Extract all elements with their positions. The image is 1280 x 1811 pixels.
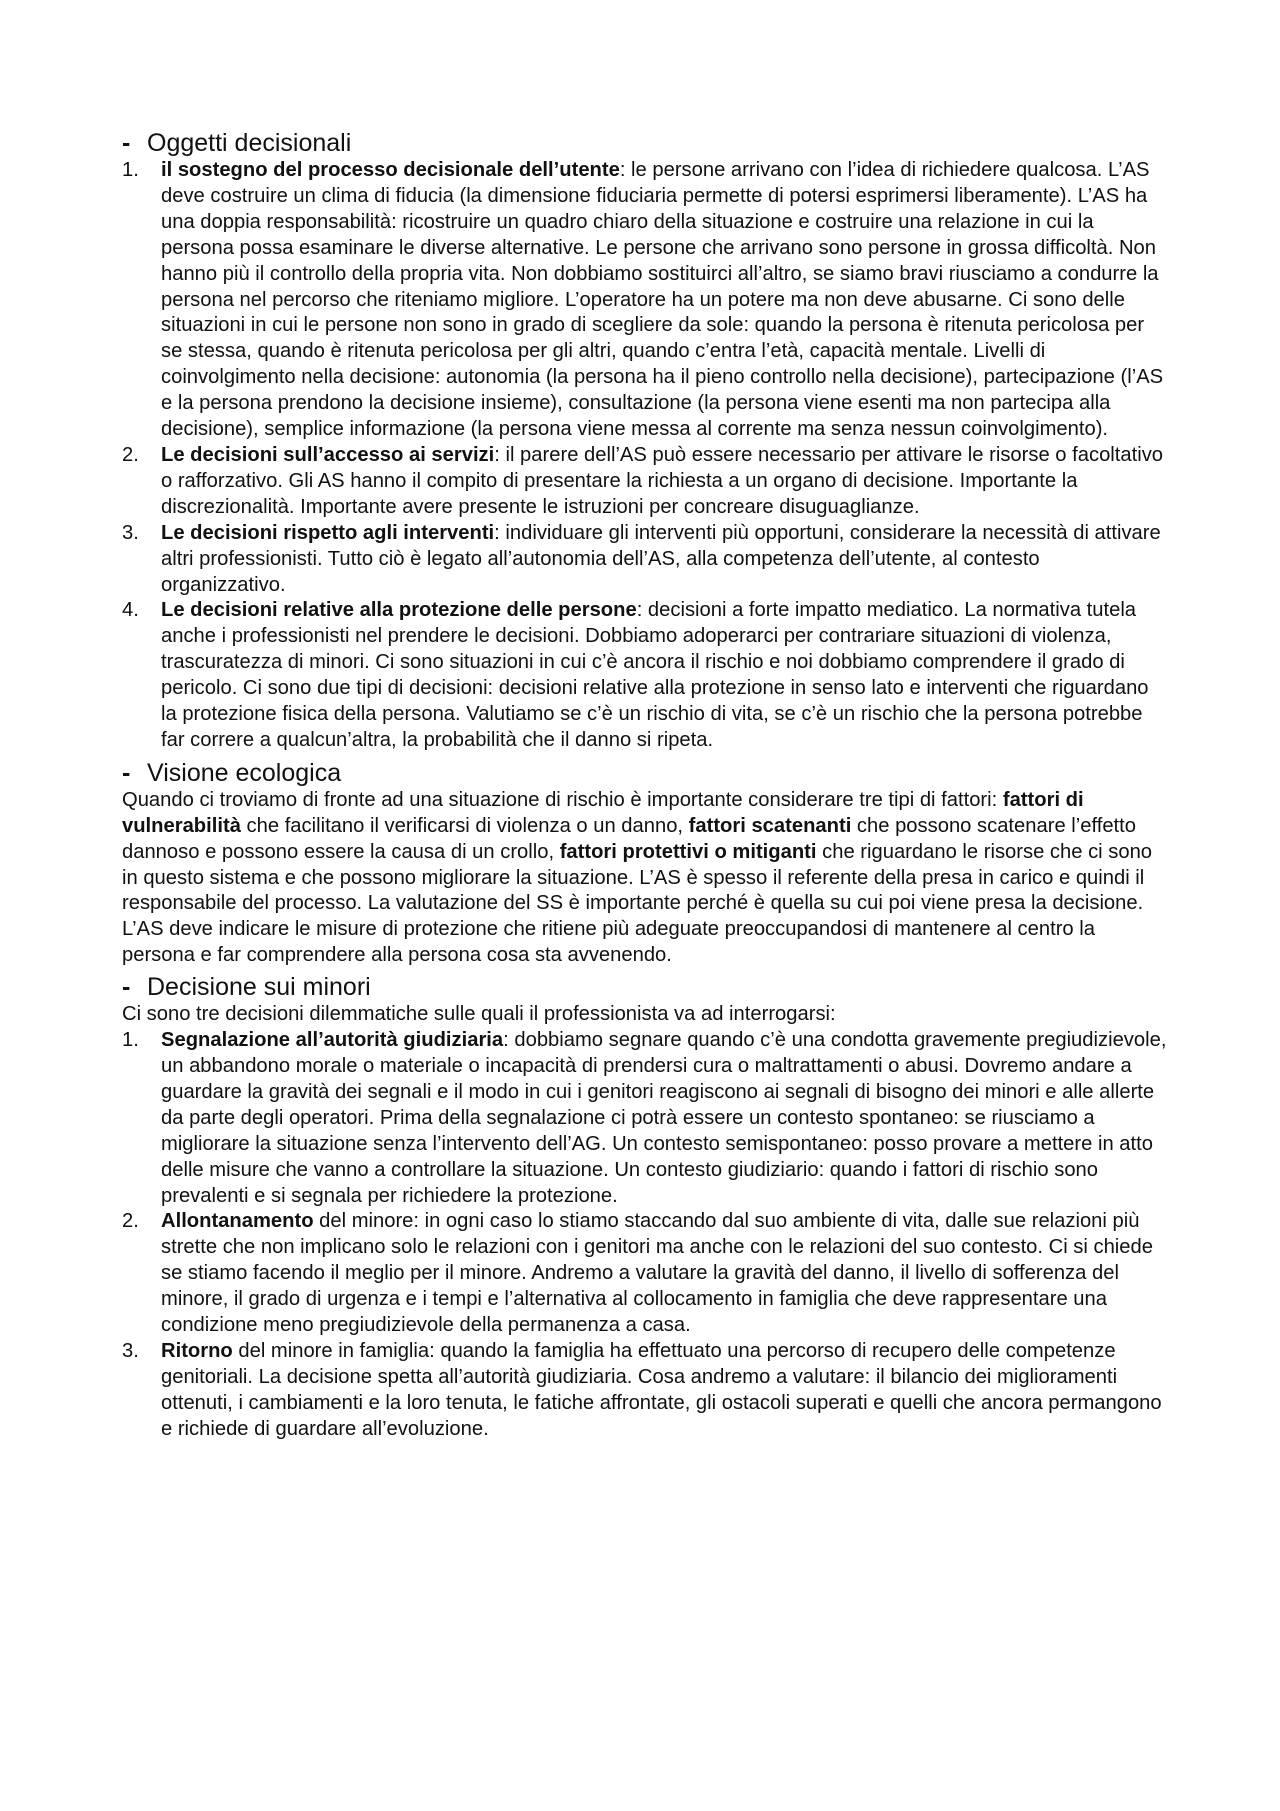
- para-text: Quando ci troviamo di fronte ad una situazione di rischio è importante considerare tre tipi di fattori:: [122, 788, 1003, 811]
- section-heading: [122, 128, 1167, 158]
- list-item: [122, 1209, 1167, 1339]
- ecology-paragraph: [122, 788, 1167, 969]
- list-item: [122, 443, 1167, 521]
- item-text: [161, 443, 1167, 521]
- para-text: che riguardano le risorse che ci sono in questo sistema e che possono migliorare la situazione. L’AS è spesso il referente della presa in carico e quindi il responsabile del processo. La valutazione del SS è importante perché è quella su cui poi viene presa la decisione. L’AS deve indicare le misure di protezione che ritiene più adeguate preoccupandosi di mantenere al centro la persona e far comprendere alla persona cosa sta avvenendo.: [122, 840, 1153, 967]
- heading-text: Oggetti decisionali: [147, 129, 352, 157]
- minors-intro: Ci sono tre decisioni dilemmatiche sulle quali il professionista va ad interrogarsi:: [122, 1003, 836, 1026]
- document-page: [122, 128, 1167, 1443]
- dash-bullet: -: [122, 973, 131, 1002]
- heading-text: Visione ecologica: [147, 758, 342, 787]
- item-body: : il parere dell’AS può essere necessario per attivare le risorse o facoltativo o rafforzativo. Gli AS hanno il compito di presentare la richiesta a un organo di decisione. Importante la discrezionalità. Importante avere presente le istruzioni per concreare disuguaglianze.: [161, 443, 1164, 518]
- item-number: 3.: [122, 1339, 139, 1362]
- para-bold: fattori protettivi o mitiganti: [559, 840, 817, 863]
- item-text: [161, 1339, 1167, 1443]
- minors-decisions-list: [122, 1028, 1167, 1443]
- item-bold: Le decisioni rispetto agli interventi: [161, 521, 495, 544]
- section-heading: [122, 972, 1167, 1002]
- dash-bullet: -: [122, 758, 131, 787]
- para-text: che facilitano il verificarsi di violenza o un danno,: [240, 814, 689, 837]
- heading-text: Decisione sui minori: [147, 973, 371, 1002]
- item-text: [161, 521, 1167, 599]
- item-number: 3.: [122, 521, 139, 544]
- para-bold: fattori scatenanti: [688, 814, 852, 837]
- item-body: : le persone arrivano con l’idea di richiedere qualcosa. L’AS deve costruire un clima di fiducia (la dimensione fiduciaria permette di potersi esprimersi liberamente). L’AS ha una doppia responsabilità: ricostruire un quadro chiaro della situazione e costruire una relazione in cui la persona possa esaminare le diverse alternative. Le persone che arrivano sono persone in grossa difficoltà. Non hanno più il controllo della propria vita. Non dobbiamo sostituirci all’altro, se siamo bravi riusciamo a condurre la persona nel percorso che riteniamo migliore. L’operatore ha un potere ma non deve abusarne. Ci sono delle situazioni in cui le persone non sono in grado di scegliere da sole: quando la persona è ritenuta pericolosa per se stessa, quando è ritenuta pericolosa per gli altri, quando c’entra l’età, capacità mentale. Livelli di coinvolgimento nella decisione: autonomia (la persona ha il pieno controllo nella decisione), partecipazione (l’AS e la persona prendono la decisione insieme), consultazione (la persona viene esenti ma non partecipa alla decisione), semplice informazione (la persona viene messa al corrente ma senza nessun coinvolgimento).: [161, 159, 1164, 441]
- para-text: che possono scatenare l’effetto dannoso e possono essere la causa di un crollo,: [122, 814, 1136, 863]
- list-item: [122, 158, 1167, 443]
- item-bold: Allontanamento: [161, 1210, 314, 1233]
- item-bold: Le decisioni sull’accesso ai servizi: [161, 443, 495, 466]
- item-number: 2.: [122, 443, 139, 466]
- para-bold: fattori di vulnerabilità: [122, 788, 1084, 837]
- item-body: del minore: in ogni caso lo stiamo staccando dal suo ambiente di vita, dalle sue relazioni più strette che non implicano solo le relazioni con i genitori ma anche con le relazioni del suo contesto. Ci si chiede se stiamo facendo il meglio per il minore. Andremo a valutare la gravità del danno, il livello di sofferenza del minore, il grado di urgenza e i tempi e l’alternativa al collocamento in famiglia che deve rappresentare una condizione meno pregiudizievole della permanenza a casa.: [161, 1210, 1153, 1337]
- item-bold: Ritorno: [161, 1339, 233, 1362]
- list-item: [122, 1339, 1167, 1443]
- item-number: 4.: [122, 599, 139, 622]
- list-item: [122, 521, 1167, 599]
- item-text: [161, 158, 1167, 443]
- item-number: 2.: [122, 1210, 139, 1233]
- item-text: [161, 1209, 1167, 1339]
- item-body: : decisioni a forte impatto mediatico. La normativa tutela anche i professionisti nel prendere le decisioni. Dobbiamo adoperarci per contrariare situazioni di violenza, trascuratezza di minori. Ci sono situazioni in cui c’è ancora il rischio e noi dobbiamo comprendere il grado di pericolo. Ci sono due tipi di decisioni: decisioni relative alla protezione in senso lato e interventi che riguardano la protezione fisica della persona. Valutiamo se c’è un rischio di vita, se c’è un rischio che la persona potrebbe far correre a qualcun’altra, la probabilità che il danno si ripeta.: [161, 599, 1149, 751]
- item-bold: Le decisioni relative alla protezione delle persone: [161, 599, 637, 622]
- section-heading: [122, 758, 1167, 788]
- decision-objects-list: [122, 158, 1167, 754]
- item-number: 1.: [122, 159, 139, 181]
- item-body: : dobbiamo segnare quando c’è una condotta gravemente pregiudizievole, un abbandono morale o materiale o incapacità di prendersi cura o maltrattamenti o abusi. Dovremo andare a guardare la gravità dei segnali e il modo in cui i genitori reagiscono ai segnali di bisogno dei minori e alle allerte da parte degli operatori. Prima della segnalazione ci potrà essere un contesto spontaneo: se riusciamo a migliorare la situazione senza l’intervento dell’AG. Un contesto semispontaneo: posso provare a mettere in atto delle misure che vanno a controllare la situazione. Un contesto giudiziario: quando i fattori di rischio sono prevalenti e si segnala per richiedere la protezione.: [161, 1029, 1167, 1207]
- item-number: 1.: [122, 1029, 139, 1052]
- list-item: [122, 1028, 1167, 1209]
- item-bold: il sostegno del processo decisionale dell’utente: [161, 159, 620, 181]
- item-body: : individuare gli interventi più opportuni, considerare la necessità di attivare altri professionisti. Tutto ciò è legato all’autonomia dell’AS, alla competenza dell’utente, al contesto organizzativo.: [161, 521, 1161, 596]
- list-item: [122, 598, 1167, 753]
- item-text: [161, 598, 1167, 753]
- dash-bullet: -: [122, 129, 131, 157]
- item-bold: Segnalazione all’autorità giudiziaria: [161, 1029, 504, 1052]
- item-text: [161, 1028, 1167, 1209]
- item-body: del minore in famiglia: quando la famiglia ha effettuato una percorso di recupero delle competenze genitoriali. La decisione spetta all’autorità giudiziaria. Cosa andremo a valutare: il bilancio dei miglioramenti ottenuti, i cambiamenti e la loro tenuta, le fatiche affrontate, gli ostacoli superati e quelli che ancora permangono e richiede di guardare all’evoluzione.: [161, 1339, 1162, 1440]
